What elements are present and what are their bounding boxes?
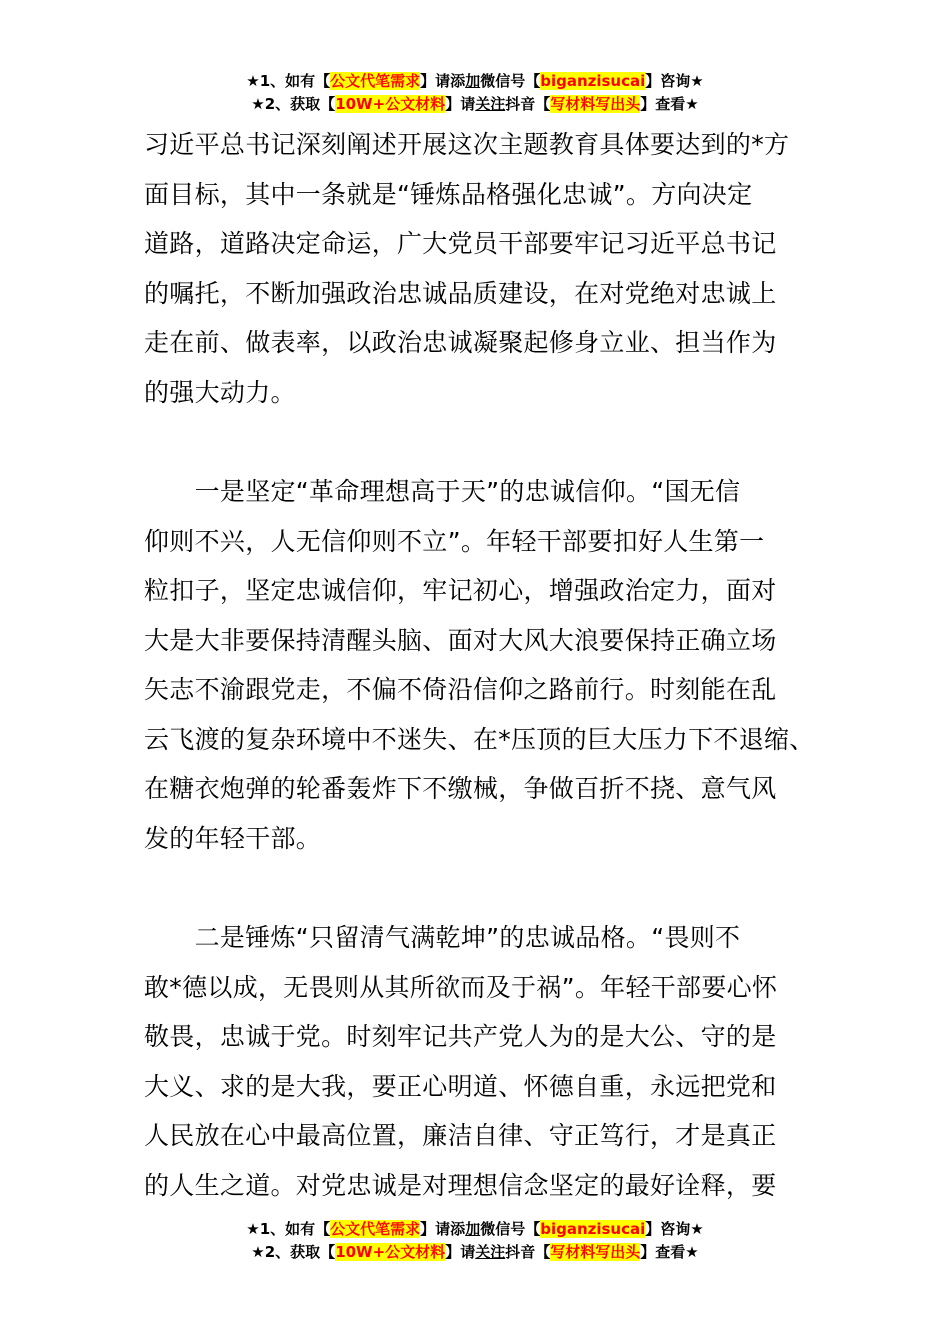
banner-text: 抖音【 [505, 95, 551, 113]
text-line: 大是大非要保持清醒头脑、面对大风大浪要保持正确立场 [144, 625, 777, 655]
banner-text: ★1、如有【 [246, 1220, 331, 1238]
banner-text: 】咨询★ [645, 1220, 704, 1238]
banner-text: 】请添 [420, 1220, 466, 1238]
banner-underline: 加 [465, 72, 481, 90]
paragraph-1 [144, 120, 814, 417]
banner-line-2 [0, 1241, 950, 1264]
banner-highlight: 写材料写出头 [550, 1243, 641, 1261]
text-line: 的强大动力。 [144, 377, 296, 407]
text-line: 大义、求的是大我，要正心明道、怀德自重，永远把党和 [144, 1071, 777, 1101]
banner-line-1 [0, 1218, 950, 1241]
paragraph-gap [144, 417, 814, 467]
text-line: 人民放在心中最高位置，廉洁自律、守正笃行，才是真正 [144, 1121, 777, 1150]
banner-underline: 关注 [475, 95, 506, 113]
banner-underline: 加 [465, 1220, 481, 1238]
banner-text: 】请 [445, 95, 476, 113]
banner-highlight: 10W+公文材料 [335, 1243, 446, 1261]
header-banner [0, 70, 950, 116]
banner-text: ★1、如有【 [246, 72, 331, 90]
footer-banner [0, 1218, 950, 1264]
banner-text: 微信号【 [480, 72, 541, 90]
text-line: 敢*德以成，无畏则从其所欲而及于祸”。年轻干部要心怀 [144, 972, 778, 1002]
text-line: 的人生之道。对党忠诚是对理想信念坚定的最好诠释，要 [144, 1170, 777, 1200]
text-line: 在糖衣炮弹的轮番轰炸下不缴械，争做百折不挠、意气风 [144, 774, 777, 803]
banner-highlight: biganzisucai [540, 72, 646, 90]
document-body [144, 120, 814, 1210]
banner-highlight: 10W+公文材料 [335, 95, 446, 113]
text-line: 云飞渡的复杂环境中不迷失、在*压顶的巨大压力下不退缩、 [144, 724, 815, 754]
text-line: 走在前、做表率，以政治忠诚凝聚起修身立业、担当作为 [144, 328, 777, 357]
text-line: 发的年轻干部。 [144, 823, 322, 853]
banner-text: 】咨询★ [645, 72, 704, 90]
banner-text: 微信号【 [480, 1220, 541, 1238]
text-line: 二是锤炼“只留清气满乾坤”的忠诚品格。“畏则不 [144, 923, 741, 952]
text-line: 面目标，其中一条就是“锤炼品格强化忠诚”。方向决定 [144, 179, 753, 209]
banner-text: 】请 [445, 1243, 476, 1261]
text-line: 粒扣子，坚定忠诚信仰，牢记初心，增强政治定力，面对 [144, 576, 777, 605]
banner-text: 抖音【 [505, 1243, 551, 1261]
banner-highlight: 公文代笔需求 [330, 72, 421, 90]
paragraph-3 [144, 913, 814, 1210]
text-line: 矢志不渝跟党走，不偏不倚沿信仰之路前行。时刻能在乱 [144, 675, 777, 704]
text-line: 道路，道路决定命运，广大党员干部要牢记习近平总书记 [144, 229, 777, 258]
banner-text: 】请添 [420, 72, 466, 90]
banner-line-1 [0, 70, 950, 93]
banner-underline: 关注 [475, 1243, 506, 1261]
text-line: 敬畏，忠诚于党。时刻牢记共产党人为的是大公、守的是 [144, 1022, 777, 1051]
text-line: 仰则不兴，人无信仰则不立”。年轻干部要扣好人生第一 [144, 526, 765, 556]
banner-text: ★2、获取【 [251, 1243, 336, 1261]
banner-highlight: 公文代笔需求 [330, 1220, 421, 1238]
banner-highlight: biganzisucai [540, 1220, 646, 1238]
paragraph-2 [144, 467, 814, 863]
banner-text: 】查看★ [640, 1243, 699, 1261]
paragraph-gap [144, 863, 814, 913]
text-line: 的嘱托，不断加强政治忠诚品质建设，在对党绝对忠诚上 [144, 278, 777, 308]
banner-text: ★2、获取【 [251, 95, 336, 113]
banner-line-2 [0, 93, 950, 116]
text-line: 习近平总书记深刻阐述开展这次主题教育具体要达到的*方 [144, 130, 790, 159]
banner-highlight: 写材料写出头 [550, 95, 641, 113]
banner-text: 】查看★ [640, 95, 699, 113]
text-line: 一是坚定“革命理想高于天”的忠诚信仰。“国无信 [144, 477, 741, 506]
